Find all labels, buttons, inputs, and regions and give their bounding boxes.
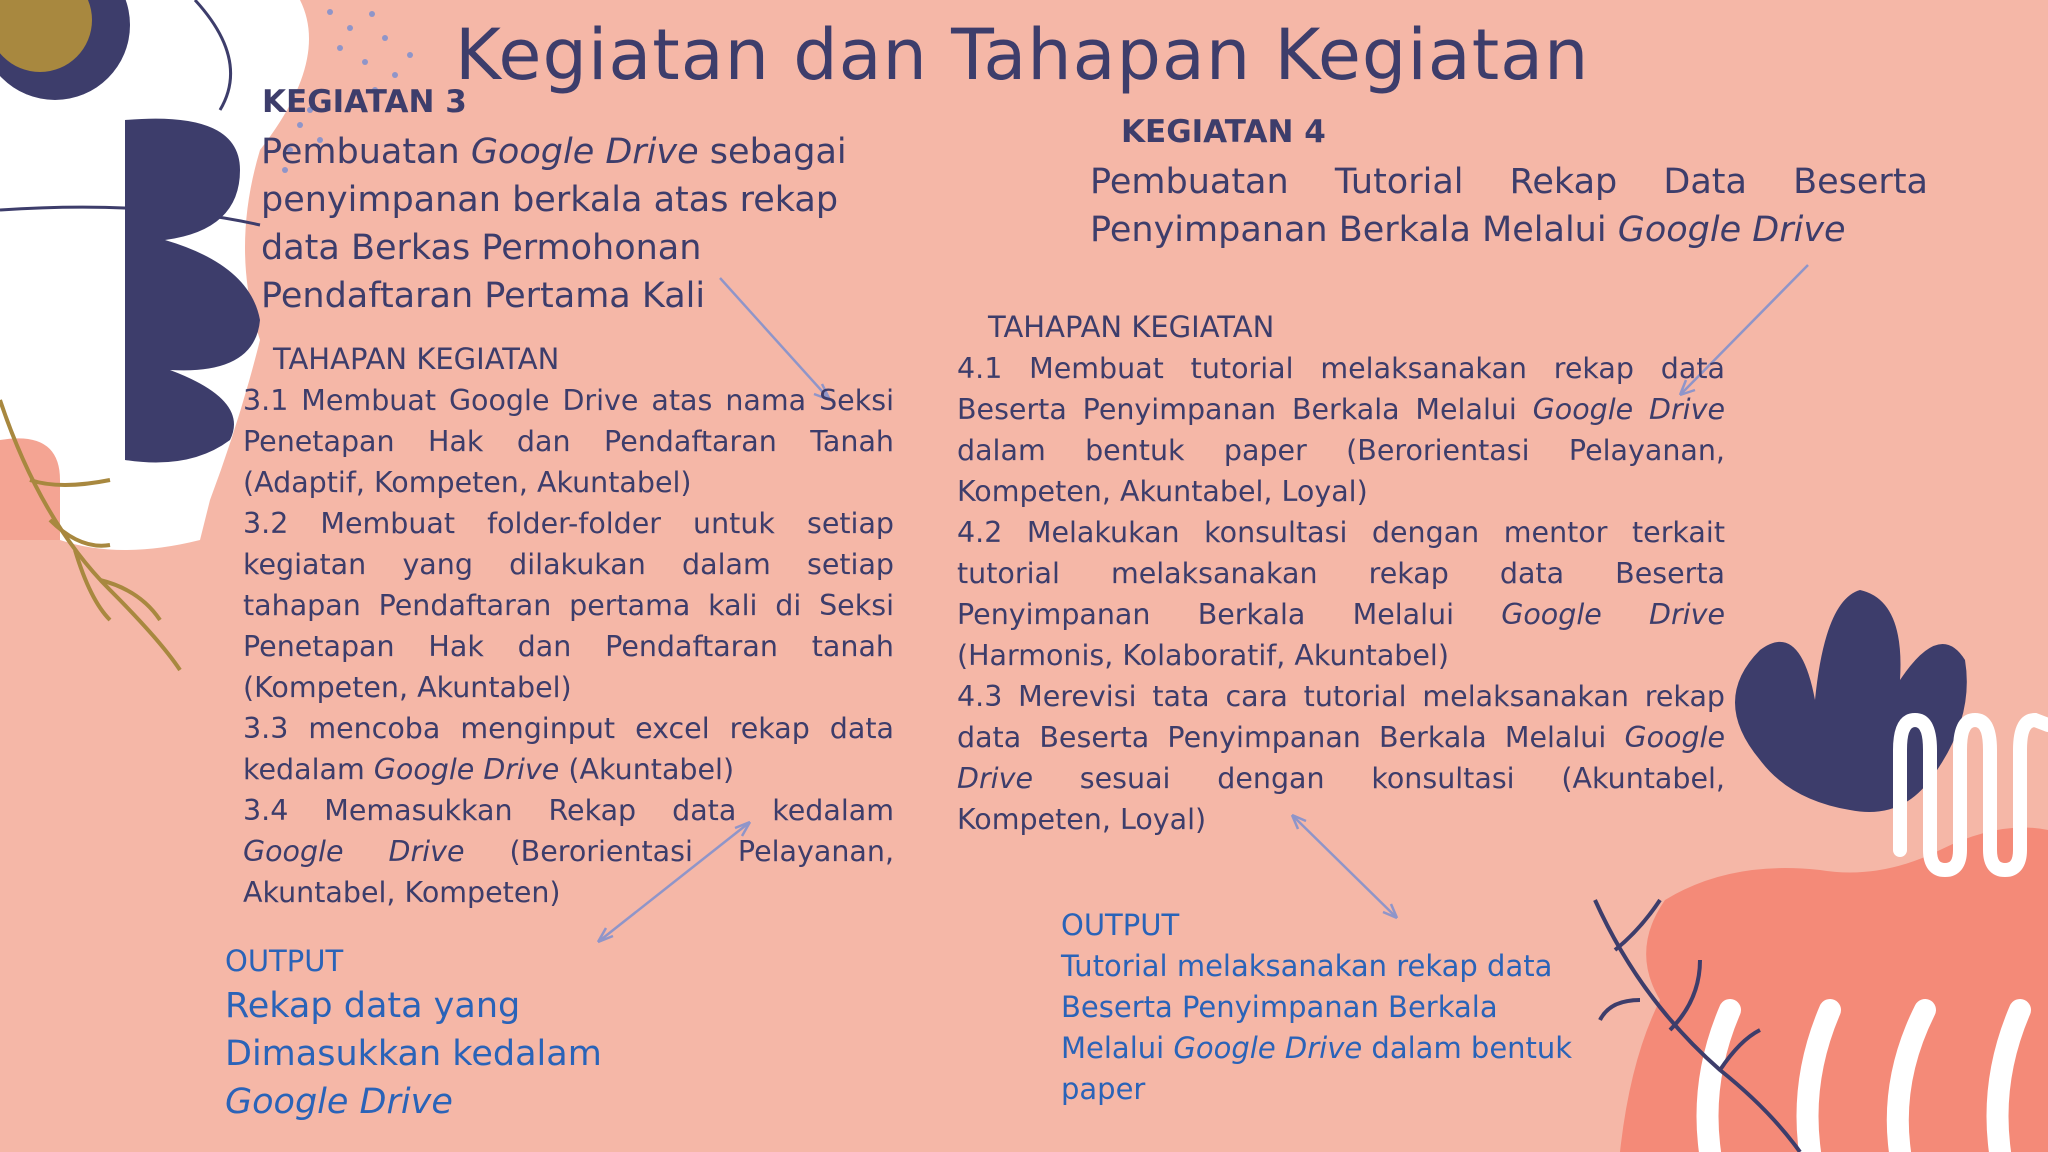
step-3-2: 3.2 Membuat folder-folder untuk setiap kegiatan yang dilakukan dalam setiap tahapan Pendaftaran pertama kali di Seksi Penetapan Hak dan Pendaftaran tanah (Kompeten, Akuntabel) [243, 507, 894, 704]
kegiatan-3-subtitle: Pembuatan Google Drive sebagai penyimpanan berkala atas rekap data Berkas Permohonan Pendaftaran Pertama Kali [261, 132, 847, 316]
kegiatan-4-subtitle: Pembuatan Tutorial Rekap Data Beserta Penyimpanan Berkala Melalui Google Drive [1090, 162, 1928, 250]
coral-blob-shape [1620, 828, 2048, 1152]
step-3-1: 3.1 Membuat Google Drive atas nama Seksi Penetapan Hak dan Pendaftaran Tanah (Adaptif, Kompeten, Akuntabel) [243, 384, 894, 499]
kegiatan-3-steps [243, 380, 894, 913]
coral-bump-shape [0, 438, 60, 540]
kegiatan-3-output-label: OUTPUT [225, 944, 344, 978]
kegiatan-4-output-text: Tutorial melaksanakan rekap data Beserta Penyimpanan Berkala Melalui Google Drive dalam bentuk paper [1061, 949, 1573, 1106]
kegiatan-4-heading: KEGIATAN 4 [1121, 114, 1326, 150]
step-4-2: 4.2 Melakukan konsultasi dengan mentor terkait tutorial melaksanakan rekap data Beserta Penyimpanan Berkala Melalui Google Drive (Harmonis, Kolaboratif, Akuntabel) [957, 516, 1725, 672]
kegiatan-4-steps [957, 348, 1725, 840]
kegiatan-3-heading: KEGIATAN 3 [262, 84, 467, 120]
kegiatan-4-tahapan-label: TAHAPAN KEGIATAN [988, 310, 1275, 344]
step-4-3: 4.3 Merevisi tata cara tutorial melaksanakan rekap data Beserta Penyimpanan Berkala Melalui Google Drive sesuai dengan konsultasi (Akuntabel, Kompeten, Loyal) [957, 680, 1725, 836]
kegiatan-3-output-text: Rekap data yang Dimasukkan kedalam Google Drive [225, 986, 602, 1122]
step-4-1: 4.1 Membuat tutorial melaksanakan rekap data Beserta Penyimpanan Berkala Melalui Google Drive dalam bentuk paper (Berorientasi Pelayanan, Kompeten, Akuntabel, Loyal) [957, 352, 1725, 508]
step-3-3: 3.3 mencoba menginput excel rekap data kedalam Google Drive (Akuntabel) [243, 712, 894, 786]
kegiatan-4-output-label: OUTPUT [1061, 908, 1180, 942]
kegiatan-3-tahapan-label: TAHAPAN KEGIATAN [273, 342, 560, 376]
step-3-4: 3.4 Memasukkan Rekap data kedalam Google Drive (Berorientasi Pelayanan, Akuntabel, Kompeten) [243, 794, 895, 909]
page-title: Kegiatan dan Tahapan Kegiatan [455, 14, 1590, 96]
